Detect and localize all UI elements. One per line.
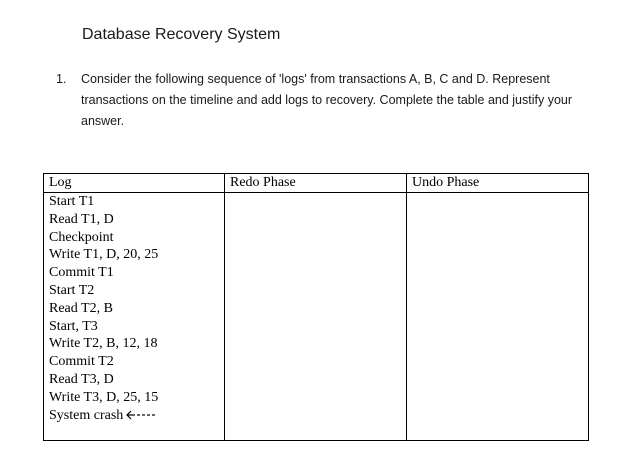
left-arrow-dashed-icon xyxy=(126,410,158,420)
log-entry: Write T1, D, 20, 25 xyxy=(49,247,159,263)
undo-phase-cell[interactable] xyxy=(407,193,589,441)
log-entry: Start T2 xyxy=(49,282,95,298)
redo-phase-cell[interactable] xyxy=(225,193,407,441)
log-entry: Commit T1 xyxy=(49,265,114,281)
log-entry: Start T1 xyxy=(49,194,95,209)
document-title: Database Recovery System xyxy=(82,26,281,43)
log-entry: Read T1, D xyxy=(49,211,114,227)
log-entry: Read T3, D xyxy=(49,371,114,387)
question-1 xyxy=(56,69,616,132)
header-undo-phase: Undo Phase xyxy=(407,174,589,193)
question-number: 1. xyxy=(56,72,67,86)
log-cell xyxy=(44,193,225,441)
crash-label: System crash xyxy=(49,407,124,423)
log-entry: Read T2, B xyxy=(49,300,113,316)
table-body-row xyxy=(44,193,589,441)
log-entry-crash xyxy=(49,407,224,425)
table-header-row xyxy=(44,174,589,193)
header-redo-phase: Redo Phase xyxy=(225,174,407,193)
recovery-table xyxy=(43,173,589,441)
log-entry: Commit T2 xyxy=(49,354,114,370)
log-entry: Write T3, D, 25, 15 xyxy=(49,389,159,405)
log-entry: Checkpoint xyxy=(49,229,114,245)
question-text: Consider the following sequence of 'logs' from transactions A, B, C and D. Represent transactions on the timeline and add logs to recovery. Complete the table and justify your answer. xyxy=(81,72,573,128)
log-entry: Write T2, B, 12, 18 xyxy=(49,336,158,352)
header-log: Log xyxy=(44,174,225,193)
log-entry: Start, T3 xyxy=(49,318,98,334)
